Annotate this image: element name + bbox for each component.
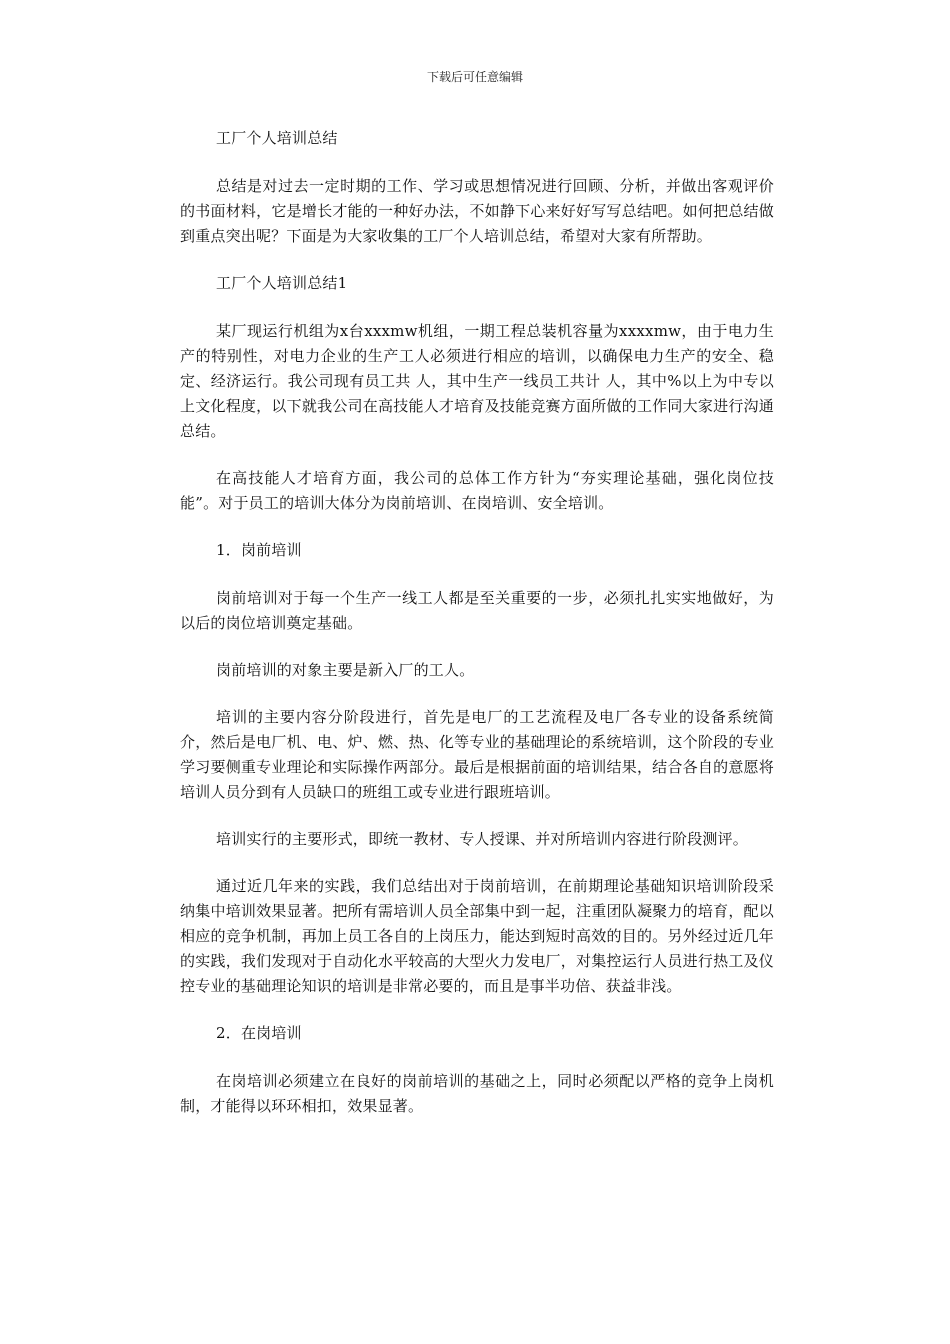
- body-paragraph: 某厂现运行机组为x台xxxmw机组，一期工程总装机容量为xxxxmw，由于电力生产的特别性，对电力企业的生产工人必须进行相应的培训，以确保电力生产的安全、稳定、经济运行。我公司现有员工共 人，其中生产一线员工共计 人，其中%以上为中专以上文化程度，以下就我公司在高技能人才培育及技能竞赛方面所做的工作同大家进行沟通总结。: [180, 322, 774, 440]
- body-paragraph: 在岗培训必须建立在良好的岗前培训的基础之上，同时必须配以严格的竞争上岗机制，才能得以环环相扣，效果显著。: [180, 1072, 774, 1115]
- section-title-1: 工厂个人培训总结1: [216, 274, 348, 292]
- body-paragraph: 培训的主要内容分阶段进行，首先是电厂的工艺流程及电厂各专业的设备系统简介，然后是电厂机、电、炉、燃、热、化等专业的基础理论的系统培训，这个阶段的专业学习要侧重专业理论和实际操作两部分。最后是根据前面的培训结果，结合各自的意愿将培训人员分到有人员缺口的班组工或专业进行跟班培训。: [180, 708, 774, 801]
- body-paragraph: 在高技能人才培育方面，我公司的总体工作方针为“夯实理论基础，强化岗位技能”。对于员工的培训大体分为岗前培训、在岗培训、安全培训。: [180, 469, 774, 512]
- document-body: [180, 126, 774, 1141]
- body-paragraph: 培训实行的主要形式，即统一教材、专人授课、并对所培训内容进行阶段测评。: [216, 830, 749, 848]
- intro-paragraph: 总结是对过去一定时期的工作、学习或思想情况进行回顾、分析，并做出客观评价的书面材料，它是增长才能的一种好办法，不如静下心来好好写写总结吧。如何把总结做到重点突出呢？下面是为大家收集的工厂个人培训总结，希望对大家有所帮助。: [180, 177, 774, 245]
- body-paragraph: 通过近几年来的实践，我们总结出对于岗前培训，在前期理论基础知识培训阶段采纳集中培训效果显著。把所有需培训人员全部集中到一起，注重团队凝聚力的培育，配以相应的竞争机制，再加上员工各自的上岗压力，能达到短时高效的目的。另外经过近几年的实践，我们发现对于自动化水平较高的大型火力发电厂，对集控运行人员进行热工及仪控专业的基础理论知识的培训是非常必要的，而且是事半功倍、获益非浅。: [180, 877, 774, 995]
- page-header: 下载后可任意编辑: [426, 70, 523, 84]
- body-paragraph: 岗前培训的对象主要是新入厂的工人。: [216, 661, 475, 679]
- subheading-pre-job-training: 1．岗前培训: [216, 541, 302, 559]
- subheading-on-job-training: 2．在岗培训: [216, 1024, 302, 1042]
- document-title: 工厂个人培训总结: [216, 129, 338, 147]
- body-paragraph: 岗前培训对于每一个生产一线工人都是至关重要的一步，必须扎扎实实地做好，为以后的岗位培训奠定基础。: [180, 589, 774, 632]
